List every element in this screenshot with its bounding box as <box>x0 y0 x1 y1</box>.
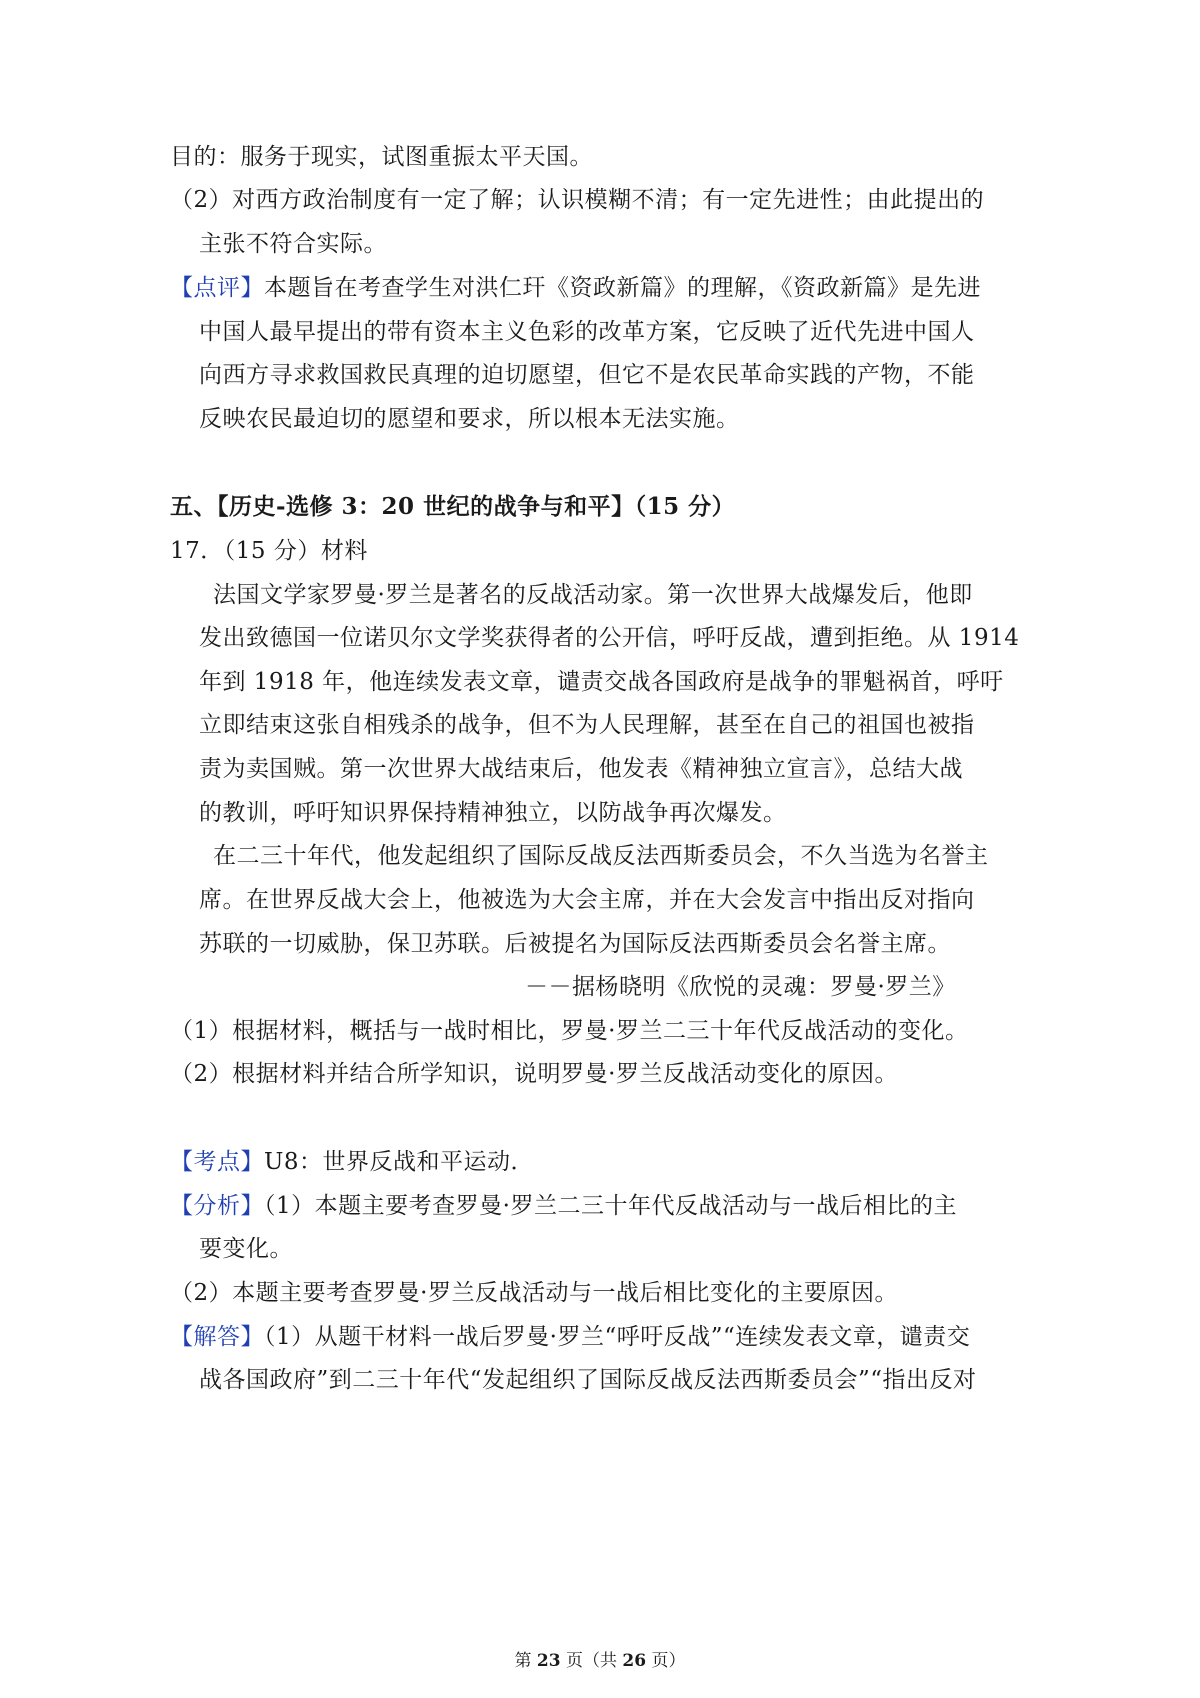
material-p2-line2: 席。在世界反战大会上，他被选为大会主席，并在大会发言中指出反对指向 <box>199 887 975 913</box>
material-p2-line3: 苏联的一切威胁，保卫苏联。后被提名为国际反法西斯委员会名誉主席。 <box>199 931 951 957</box>
footer-total-pages: 26 <box>622 1651 647 1671</box>
comment-line4: 反映农民最迫切的愿望和要求，所以根本无法实施。 <box>199 406 740 432</box>
material-p1-line1: 法国文学家罗曼·罗兰是著名的反战活动家。第一次世界大战爆发后，他即 <box>213 582 973 608</box>
material-p1-line2: 发出致德国一位诺贝尔文学奖获得者的公开信，呼吁反战，遭到拒绝。从 1914 <box>199 625 1020 651</box>
material-p1-line3: 年到 1918 年，他连续发表文章，谴责交战各国政府是战争的罪魁祸首，呼吁 <box>199 669 1004 695</box>
answer-item2-line1: （2）对西方政治制度有一定了解；认识模糊不清；有一定先进性；由此提出的 <box>170 187 985 213</box>
comment-line3: 向西方寻求救国救民真理的迫切愿望，但它不是农民革命实践的产物，不能 <box>199 362 975 388</box>
jieda-tag: 【解答】 <box>170 1324 264 1350</box>
jieda-line1 <box>170 1321 970 1353</box>
kaodian-tag: 【考点】 <box>170 1149 264 1175</box>
sub-question-1: （1）根据材料，概括与一战时相比，罗曼·罗兰二三十年代反战活动的变化。 <box>170 1018 969 1044</box>
fenxi-line2: 要变化。 <box>199 1236 293 1262</box>
material-p1-line4: 立即结束这张自相残杀的战争，但不为人民理解，甚至在自己的祖国也被指 <box>199 712 975 738</box>
material-source: －－据杨晓明《欣悦的灵魂：罗曼·罗兰》 <box>525 974 956 1000</box>
sub-question-2: （2）根据材料并结合所学知识，说明罗曼·罗兰反战活动变化的原因。 <box>170 1061 898 1087</box>
footer-prefix: 第 <box>514 1651 537 1671</box>
comment-line2: 中国人最早提出的带有资本主义色彩的改革方案，它反映了近代先进中国人 <box>199 319 975 345</box>
page-footer <box>0 1646 1200 1671</box>
footer-suffix: 页） <box>646 1651 686 1671</box>
material-p1-line6: 的教训，呼吁知识界保持精神独立，以防战争再次爆发。 <box>199 800 787 826</box>
fenxi-line1 <box>170 1190 957 1222</box>
kaodian-line <box>170 1146 534 1178</box>
footer-page-number: 23 <box>536 1651 561 1671</box>
jieda-text1: （1）从题干材料一战后罗曼·罗兰“呼吁反战”“连续发表文章，谴责交 <box>264 1324 971 1350</box>
comment-tag: 【点评】 <box>170 275 264 301</box>
kaodian-text: U8：世界反战和平运动． <box>264 1149 535 1175</box>
section-heading: 五、【历史-选修 3：20 世纪的战争与和平】（15 分） <box>170 493 736 520</box>
comment-line1 <box>170 272 981 304</box>
comment-text: 本题旨在考查学生对洪仁玕《资政新篇》的理解，《资政新篇》是先进 <box>264 275 981 301</box>
material-p2-line1: 在二三十年代，他发起组织了国际反战反法西斯委员会，不久当选为名誉主 <box>213 843 989 869</box>
fenxi-line3: （2）本题主要考查罗曼·罗兰反战活动与一战后相比变化的主要原因。 <box>170 1280 898 1306</box>
material-p1-line5: 责为卖国贼。第一次世界大战结束后，他发表《精神独立宣言》，总结大战 <box>199 756 963 782</box>
question-header: 17．（15 分）材料 <box>170 538 368 564</box>
fenxi-text1: （1）本题主要考查罗曼·罗兰二三十年代反战活动与一战后相比的主 <box>264 1193 957 1219</box>
jieda-line2: 战各国政府”到二三十年代“发起组织了国际反战反法西斯委员会”“指出反对 <box>199 1367 977 1393</box>
answer-item2-line2: 主张不符合实际。 <box>199 231 387 257</box>
fenxi-tag: 【分析】 <box>170 1193 264 1219</box>
footer-middle: 页（共 <box>560 1651 623 1671</box>
answer-purpose: 目的：服务于现实，试图重振太平天国。 <box>170 144 593 170</box>
